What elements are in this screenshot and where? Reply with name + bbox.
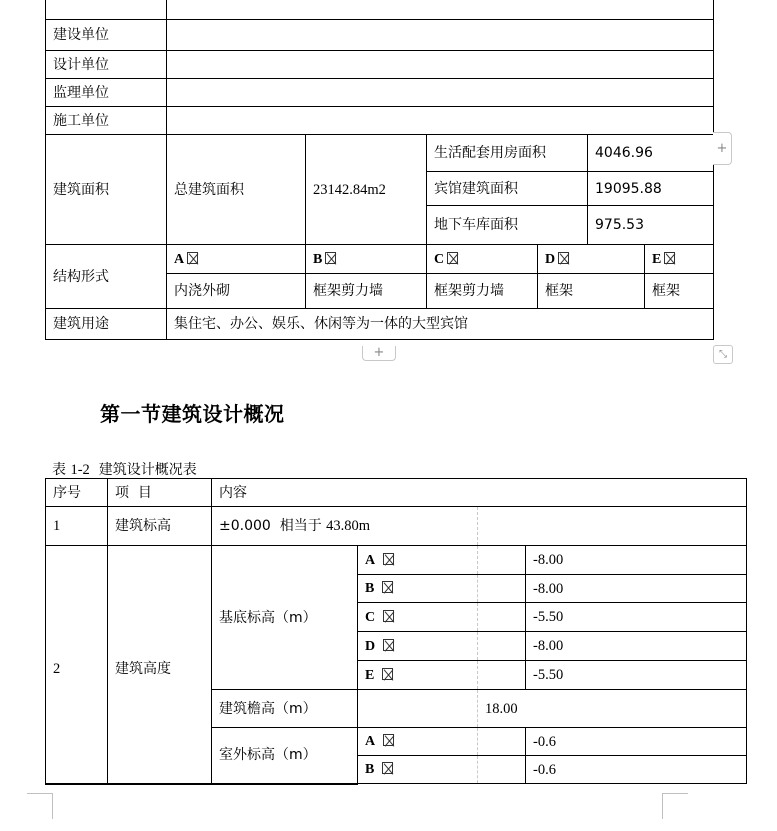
table-header-row <box>46 479 747 507</box>
missing-glyph-icon <box>383 734 394 746</box>
total-area-label: 总建筑面积 <box>167 135 306 245</box>
table-cell <box>478 603 526 632</box>
section-heading: 第一节建筑设计概况 <box>100 404 285 426</box>
structure-zone <box>167 245 306 274</box>
table-row <box>46 507 747 546</box>
zone-value: -8.00 <box>526 632 747 661</box>
header-no: 序号 <box>46 479 108 507</box>
area-item-label: 地下车库面积 <box>427 206 588 245</box>
missing-glyph-icon <box>383 639 394 651</box>
header-content: 内容 <box>212 479 747 507</box>
table-cell <box>478 575 526 603</box>
missing-glyph-icon <box>558 252 569 264</box>
table-cell <box>478 546 526 575</box>
table-cell[interactable] <box>167 0 714 20</box>
table-row <box>46 107 714 135</box>
unit-value[interactable] <box>167 107 714 135</box>
missing-glyph-icon <box>382 668 393 680</box>
missing-glyph-icon <box>383 553 394 565</box>
unit-value[interactable] <box>167 79 714 107</box>
missing-glyph-icon <box>325 252 336 264</box>
caption-number: 1-2 <box>70 462 90 478</box>
table-resize-icon[interactable]: ⤡ <box>713 345 733 364</box>
zone-cell <box>358 575 478 603</box>
row-number: 1 <box>46 507 108 546</box>
table-row <box>46 245 714 274</box>
elevation-zero: ±0.000 <box>219 518 271 534</box>
project-info-table <box>45 0 714 340</box>
unit-label: 监理单位 <box>46 79 167 107</box>
area-item-value: 975.53 <box>588 206 714 245</box>
area-item-label: 宾馆建筑面积 <box>427 172 588 206</box>
unit-label: 建设单位 <box>46 20 167 51</box>
zone-letter: B <box>365 581 375 596</box>
area-item-value: 4046.96 <box>588 135 714 172</box>
table-cell <box>358 690 478 728</box>
header-item: 项 目 <box>108 479 212 507</box>
zone-letter: C <box>434 251 445 267</box>
table-row <box>46 0 714 20</box>
table-row <box>46 51 714 79</box>
table-cell <box>478 632 526 661</box>
table-cell <box>478 756 526 784</box>
row-item: 建筑标高 <box>108 507 212 546</box>
add-column-button[interactable]: + <box>713 132 732 165</box>
elevation-value: 43.80m <box>326 518 371 534</box>
table-row <box>46 546 747 575</box>
structure-type: 内浇外砌 <box>167 274 306 309</box>
design-overview-table <box>45 478 747 785</box>
table-caption <box>52 459 197 479</box>
unit-value[interactable] <box>167 20 714 51</box>
zone-value: -8.00 <box>526 546 747 575</box>
unit-value[interactable] <box>167 51 714 79</box>
unit-label: 设计单位 <box>46 51 167 79</box>
unit-label: 施工单位 <box>46 107 167 135</box>
structure-zone <box>645 245 714 274</box>
zone-letter: A <box>365 552 376 568</box>
table-cell <box>478 728 526 756</box>
structure-type: 框架 <box>645 274 714 309</box>
zone-cell <box>358 546 478 575</box>
base-elevation-label: 基底标高（m） <box>212 546 358 690</box>
structure-type: 框架 <box>538 274 645 309</box>
usage-label: 建筑用途 <box>46 309 167 340</box>
missing-glyph-icon <box>382 762 393 774</box>
zone-value: -0.6 <box>526 728 747 756</box>
zone-letter: E <box>652 251 662 267</box>
structure-label: 结构形式 <box>46 245 167 309</box>
table-row <box>46 20 714 51</box>
missing-glyph-icon <box>664 252 675 264</box>
page-corner-mark-right <box>662 793 688 819</box>
structure-type: 框架剪力墙 <box>427 274 538 309</box>
zone-letter: B <box>313 251 323 267</box>
zone-cell <box>358 756 478 784</box>
row-number: 2 <box>46 546 108 784</box>
eave-height-label: 建筑檐高（m） <box>212 690 358 728</box>
zone-value: -5.50 <box>526 661 747 690</box>
structure-zone <box>427 245 538 274</box>
missing-glyph-icon <box>382 581 393 593</box>
page-corner-mark-left <box>27 793 53 819</box>
zone-letter: C <box>365 609 376 625</box>
missing-glyph-icon <box>447 252 458 264</box>
zone-cell <box>358 728 478 756</box>
structure-zone <box>538 245 645 274</box>
structure-zone <box>306 245 427 274</box>
caption-title: 建筑设计概况表 <box>98 462 197 478</box>
elevation-text: 相当于 <box>279 518 322 534</box>
table-cell <box>478 661 526 690</box>
zone-letter: E <box>365 667 375 683</box>
table-row <box>46 309 714 340</box>
zone-value: -8.00 <box>526 575 747 603</box>
zone-letter: A <box>365 734 376 749</box>
table-row <box>46 79 714 107</box>
zone-letter: B <box>365 762 375 777</box>
zone-cell <box>358 632 478 661</box>
table-cell[interactable] <box>478 507 747 546</box>
caption-prefix: 表 <box>52 462 66 478</box>
total-area-value: 23142.84m2 <box>306 135 427 245</box>
structure-type: 框架剪力墙 <box>306 274 427 309</box>
zone-letter: D <box>545 251 556 267</box>
area-item-value: 19095.88 <box>588 172 714 206</box>
outdoor-elevation-label: 室外标高（m） <box>212 728 358 784</box>
row-item: 建筑高度 <box>108 546 212 784</box>
missing-glyph-icon <box>383 610 394 622</box>
table-row <box>46 135 714 172</box>
zone-value: -0.6 <box>526 756 747 784</box>
table-cell[interactable] <box>46 0 167 20</box>
area-label: 建筑面积 <box>46 135 167 245</box>
zone-cell <box>358 661 478 690</box>
zone-letter: A <box>174 251 185 267</box>
add-row-button[interactable]: + <box>362 346 396 361</box>
area-item-label: 生活配套用房面积 <box>427 135 588 172</box>
usage-value: 集住宅、办公、娱乐、休闲等为一体的大型宾馆 <box>167 309 714 340</box>
eave-height-value: 18.00 <box>478 690 747 728</box>
missing-glyph-icon <box>187 252 198 264</box>
zone-value: -5.50 <box>526 603 747 632</box>
zone-cell <box>358 603 478 632</box>
zone-letter: D <box>365 638 376 654</box>
elevation-content <box>212 507 478 546</box>
